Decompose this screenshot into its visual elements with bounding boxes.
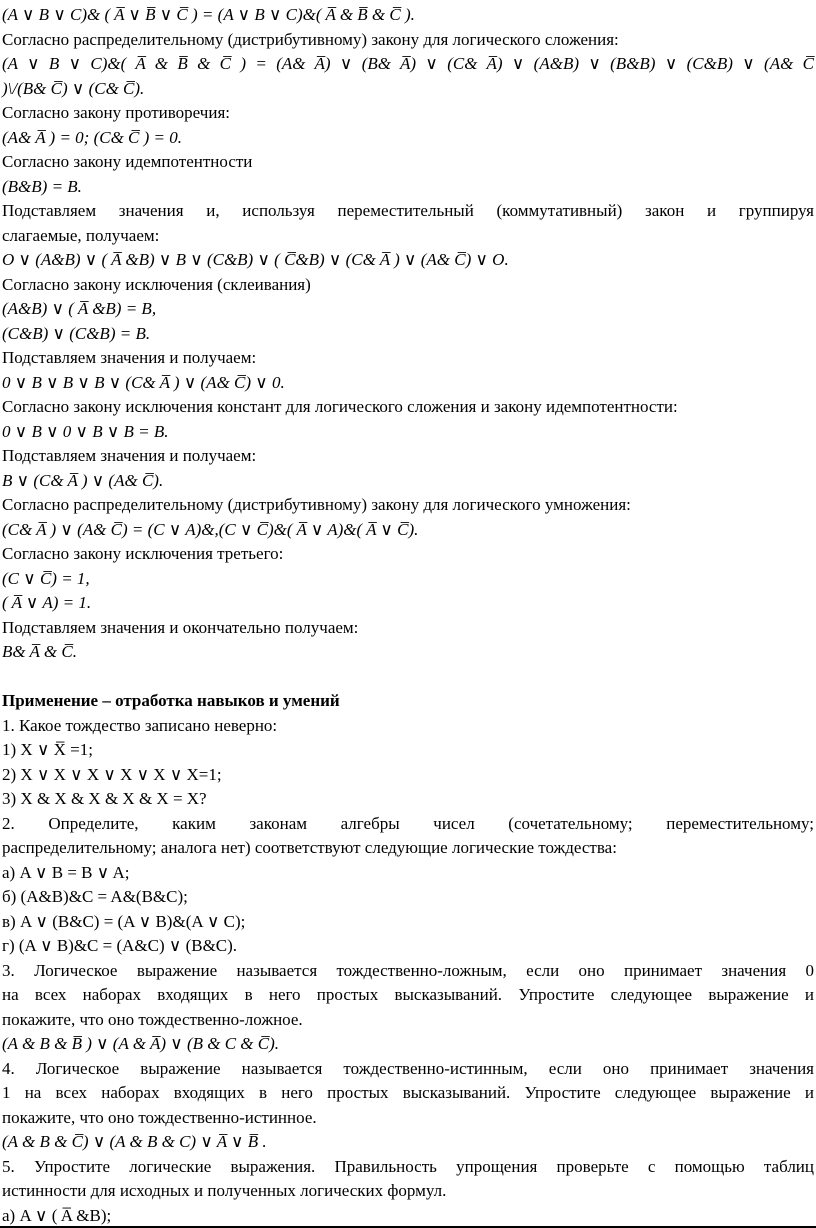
text-line: Подставляем значения и, используя переместительный (коммутативный) закон и группируя xyxy=(2,201,814,220)
question-text: 5. Упростите логические выражения. Правильность упрощения проверьте с помощью таблиц xyxy=(2,1156,814,1176)
text-line: Подставляем значения и получаем: xyxy=(2,348,257,367)
question-text: распределительному; аналога нет) соответствуют следующие логические тождества: xyxy=(2,838,617,857)
question-text: 2. Определите, каким законам алгебры чисел (сочетательному; переместительному; xyxy=(2,813,814,833)
question-text: 1 на всех наборах входящих в него простых высказываний. Упростите следующее выражение и xyxy=(2,1083,814,1102)
formula-line: 0 ∨ B ∨ B ∨ B ∨ (C& A̅ ) ∨ (A& C̅) ∨ 0. xyxy=(2,372,285,392)
answer-option: г) (A ∨ B)&C = (A&C) ∨ (B&C). xyxy=(2,936,238,955)
answer-option: 2) X ∨ X ∨ X ∨ X ∨ X ∨ X=1; xyxy=(2,764,222,784)
question-text: покажите, что оно тождественно-ложное. xyxy=(2,1009,303,1029)
question-text: 1. Какое тождество записано неверно: xyxy=(2,715,278,735)
formula-line: (C& A̅ ) ∨ (A& C̅) = (C ∨ A)&,(C ∨ C̅)&( A̅ ∨ A)&( A̅ ∨ C̅). xyxy=(2,519,419,539)
text-line: Подставляем значения и окончательно получаем: xyxy=(2,617,359,637)
formula-line: B& A̅ & C̅. xyxy=(2,642,77,661)
question-text: на всех наборах входящих в него простых высказываний. Упростите следующее выражение и xyxy=(2,985,814,1004)
formula-line: (A & B & C̅) ∨ (A & B & C) ∨ A̅ ∨ B̅ . xyxy=(2,1132,267,1151)
formula-line: (A&B) ∨ ( A̅ &B) = B, xyxy=(2,299,157,318)
text-line: Согласно закону исключения третьего: xyxy=(2,544,284,563)
formula-line: (C&B) ∨ (C&B) = B. xyxy=(2,323,151,343)
question-text: 3. Логическое выражение называется тождественно-ложным, если оно принимает значения 0 xyxy=(2,960,814,980)
text-line: Согласно распределительному (дистрибутивному) закону для логического умножения: xyxy=(2,495,631,514)
formula-line: (A ∨ B ∨ C)& ( A̅ ∨ B̅ ∨ C̅ ) = (A ∨ B ∨ C)&( A̅ & B̅ & C̅ ). xyxy=(2,5,415,24)
text-line: Согласно закону идемпотентности xyxy=(2,152,253,171)
text-line: Согласно закону исключения (склеивания) xyxy=(2,274,311,294)
question-text: 4. Логическое выражение называется тождественно-истинным, если оно принимает значения xyxy=(2,1058,814,1078)
answer-option: а) A ∨ ( A̅ &B); xyxy=(2,1205,112,1225)
formula-line: )\/(B& C̅) ∨ (C& C̅). xyxy=(2,78,145,98)
formula-line: O ∨ (A&B) ∨ ( A̅ &B) ∨ B ∨ (C&B) ∨ ( C̅&B) ∨ (C& A̅ ) ∨ (A& C̅) ∨ O. xyxy=(2,250,509,269)
text-line: слагаемые, получаем: xyxy=(2,225,160,245)
answer-option: 3) X & X & X & X & X = X? xyxy=(2,789,207,808)
text-line: Согласно распределительному (дистрибутивному) закону для логического сложения: xyxy=(2,29,619,49)
text-line: Согласно закону противоречия: xyxy=(2,103,230,122)
answer-option: а) A ∨ B = B ∨ A; xyxy=(2,862,130,882)
section-heading: Применение – отработка навыков и умений xyxy=(2,691,340,710)
text-line: Согласно закону исключения констант для логического сложения и закону идемпотентности: xyxy=(2,397,678,416)
answer-option: в) A ∨ (B&C) = (A ∨ B)&(A ∨ C); xyxy=(2,911,246,931)
formula-line: B ∨ (C& A̅ ) ∨ (A& C̅). xyxy=(2,470,164,490)
formula-line: (A & B & B̅ ) ∨ (A & A̅) ∨ (B & C & C̅). xyxy=(2,1034,280,1053)
formula-line: ( A̅ ∨ A) = 1. xyxy=(2,593,92,612)
text-line: Подставляем значения и получаем: xyxy=(2,446,257,465)
formula-line: (B&B) = B. xyxy=(2,176,82,196)
formula-line: (C ∨ C̅) = 1, xyxy=(2,568,90,588)
answer-option: б) (A&B)&C = A&(B&C); xyxy=(2,887,188,906)
blank-line xyxy=(2,665,814,689)
formula-line: (A& A̅ ) = 0; (C& C̅ ) = 0. xyxy=(2,127,183,147)
answer-option: 1) X ∨ X̅ =1; xyxy=(2,740,93,759)
formula-line: 0 ∨ B ∨ 0 ∨ B ∨ B = B. xyxy=(2,421,169,441)
question-text: истинности для исходных и полученных логических формул. xyxy=(2,1181,447,1200)
formula-line: (A ∨ B ∨ C)&( A̅ & B̅ & C̅ ) = (A& A̅) ∨ (B& A̅) ∨ (C& A̅) ∨ (A&B) ∨ (B&B) ∨ (C&B) ∨ (A& C̅ xyxy=(2,54,814,73)
question-text: покажите, что оно тождественно-истинное. xyxy=(2,1107,317,1127)
